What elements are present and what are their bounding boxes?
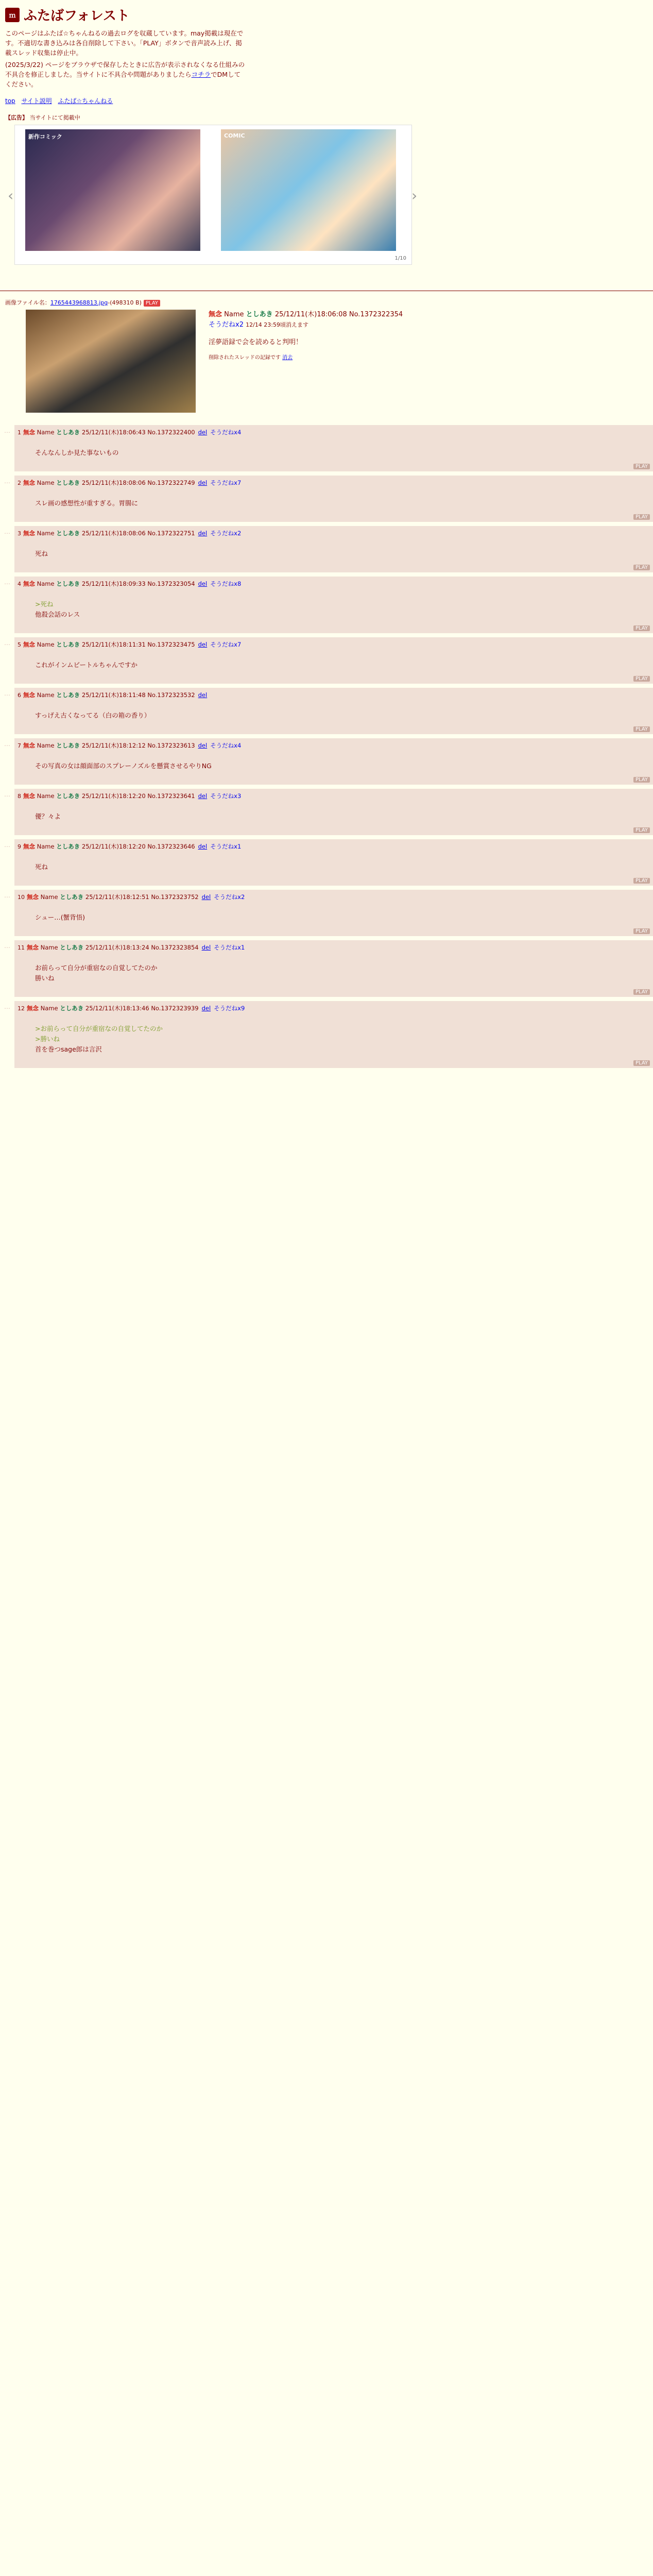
reply-body — [35, 862, 48, 872]
site-logo-icon[interactable]: ｍ — [5, 8, 20, 22]
reply-marker: … — [4, 579, 10, 586]
reply-name-label: Name — [37, 479, 55, 486]
reply-del-link[interactable]: del — [201, 1005, 211, 1012]
reply-play-button[interactable]: PLAY — [633, 989, 650, 995]
reply-number: 6 — [18, 692, 21, 699]
reply-name: としあき — [56, 479, 80, 486]
reply-datetime: 25/12/11(木)18:08:06 No.1372322751 — [81, 530, 195, 537]
file-size: -(498310 B) — [108, 299, 142, 306]
reply-body — [35, 963, 158, 984]
body-line: スレ画の感想性が重すぎる。胃腸に — [35, 499, 139, 507]
reply-post — [4, 637, 653, 684]
reply-post — [4, 688, 653, 734]
intro-text: でDMして — [211, 71, 241, 78]
op-note — [209, 353, 403, 363]
file-prefix: 画像ファイル名： — [5, 299, 50, 306]
reply-datetime: 25/12/11(木)18:11:31 No.1372323475 — [81, 641, 195, 648]
op-text — [209, 310, 403, 363]
reply-datetime: 25/12/11(木)18:13:24 No.1372323854 — [85, 944, 199, 951]
reply-name-label: Name — [40, 1005, 58, 1012]
reply-play-button[interactable]: PLAY — [633, 625, 650, 631]
reply-sodane[interactable]: そうだねx1 — [210, 843, 242, 850]
intro-line: このページはふたば☆ちゃんねるの過去ログを収蔵しています。may掲載は現在で — [5, 29, 244, 37]
reply-post — [4, 789, 653, 835]
site-header — [0, 0, 653, 24]
reply-del-link[interactable]: del — [198, 641, 208, 648]
reply-datetime: 25/12/11(木)18:12:12 No.1372323613 — [81, 742, 195, 749]
reply-marker: … — [4, 528, 10, 535]
body-line: 死ね — [35, 863, 48, 871]
reply-datetime: 25/12/11(木)18:08:06 No.1372322749 — [81, 479, 195, 486]
ad-carousel — [8, 125, 418, 265]
reply-body — [35, 761, 212, 771]
reply-sodane[interactable]: そうだねx3 — [210, 792, 242, 800]
reply-body — [35, 549, 48, 559]
reply-name: としあき — [56, 691, 80, 699]
reply-name: としあき — [60, 1005, 84, 1012]
op-datetime: 25/12/11(木)18:06:08 No.1372322354 — [274, 311, 403, 318]
reply-list — [0, 418, 653, 1072]
reply-number: 7 — [18, 742, 21, 749]
reply-body — [35, 811, 61, 822]
nav-about-link[interactable]: サイト説明 — [21, 97, 52, 105]
carousel-next-icon[interactable]: › — [411, 187, 418, 204]
reply-header — [18, 842, 241, 851]
reply-subject: 無念 — [23, 691, 35, 699]
quote-line: >勝いね — [35, 1035, 60, 1043]
reply-number: 10 — [18, 894, 25, 901]
reply-header — [18, 741, 241, 750]
body-line: 勝いね — [35, 974, 55, 982]
reply-header — [18, 943, 245, 952]
reply-name: としあき — [56, 580, 80, 587]
reply-post — [4, 940, 653, 997]
reply-number: 5 — [18, 641, 21, 648]
reply-name-label: Name — [37, 641, 55, 648]
reply-play-button[interactable]: PLAY — [633, 878, 650, 884]
quote-line: >死ね — [35, 600, 54, 608]
reply-marker: … — [4, 841, 10, 849]
op-body: 淫夢語録で会を読めると判明！ — [209, 338, 303, 346]
body-line: 死ね — [35, 550, 48, 557]
reply-sodane[interactable]: そうだねx8 — [210, 580, 242, 587]
reply-play-button[interactable]: PLAY — [633, 777, 650, 783]
reply-sodane[interactable]: そうだねx2 — [214, 893, 245, 901]
reply-name-label: Name — [40, 944, 58, 951]
body-line: これがインムビートルちゃんですか — [35, 661, 138, 669]
reply-name-label: Name — [40, 893, 58, 901]
reply-post — [4, 839, 653, 886]
op-meta — [209, 320, 403, 330]
body-line: 優？々よ — [35, 812, 61, 820]
reply-post — [4, 738, 653, 785]
slide-tag: COMIC — [224, 132, 245, 139]
reply-datetime: 25/12/11(木)18:12:20 No.1372323646 — [81, 843, 195, 850]
reply-name: としあき — [56, 641, 80, 648]
op-header — [209, 310, 403, 320]
reply-del-link[interactable]: del — [198, 742, 208, 749]
reply-marker: … — [4, 791, 10, 798]
reply-body — [35, 660, 138, 670]
reply-subject: 無念 — [23, 479, 35, 486]
reply-marker: … — [4, 740, 10, 748]
reply-name-label: Name — [37, 843, 55, 850]
reply-header — [18, 640, 241, 649]
reply-number: 12 — [18, 1005, 25, 1012]
op-sodane[interactable]: そうだねx2 — [209, 321, 244, 329]
reply-marker: … — [4, 639, 10, 647]
op-expire: 12/14 23:59頃消えます — [246, 321, 309, 328]
carousel-prev-icon[interactable]: ‹ — [8, 187, 14, 204]
intro-line: ください。 — [5, 80, 38, 88]
reply-number: 11 — [18, 944, 25, 951]
reply-sodane[interactable]: そうだねx7 — [210, 479, 242, 486]
site-intro — [5, 28, 427, 89]
play-button[interactable]: PLAY — [144, 300, 160, 307]
reply-header — [18, 691, 210, 699]
reply-marker: … — [4, 892, 10, 899]
ad-slide[interactable] — [221, 129, 396, 251]
reply-header — [18, 580, 241, 588]
reply-datetime: 25/12/11(木)18:12:51 No.1372323752 — [85, 893, 199, 901]
reply-name: としあき — [56, 530, 80, 537]
carousel-pager: 1/10 — [394, 256, 406, 261]
file-info — [5, 298, 648, 307]
reply-play-button[interactable]: PLAY — [633, 1060, 650, 1066]
body-line: その写真の女は顔面部のスプレーノズルを懸賞させるやりNG — [35, 762, 212, 770]
reply-body — [35, 448, 119, 458]
reply-header — [18, 1004, 245, 1012]
reply-number: 9 — [18, 843, 21, 850]
reply-del-link[interactable]: del — [198, 530, 208, 537]
reply-play-button[interactable]: PLAY — [633, 565, 650, 570]
reply-play-button[interactable]: PLAY — [633, 514, 650, 520]
body-line: 他殺会話のレス — [35, 611, 80, 618]
reply-name-label: Name — [37, 580, 55, 587]
reply-body — [35, 1024, 163, 1055]
reply-number: 1 — [18, 429, 21, 436]
body-line: シュー…(蟹背悟) — [35, 913, 85, 921]
reply-marker: … — [4, 1003, 10, 1010]
reply-marker: … — [4, 427, 10, 434]
top-nav — [5, 96, 648, 105]
ad-slide[interactable] — [25, 129, 200, 251]
reply-header — [18, 792, 241, 800]
reply-name: としあき — [56, 792, 80, 800]
reply-header — [18, 479, 241, 487]
body-line: お前らって自分が重宿なの自覚してたのか — [35, 964, 158, 972]
quote-line: >お前らって自分が重宿なの自覚してたのか — [35, 1025, 163, 1032]
reply-number: 4 — [18, 581, 21, 587]
reply-del-link[interactable]: del — [198, 429, 208, 436]
reply-post — [4, 526, 653, 572]
reply-subject: 無念 — [23, 641, 35, 648]
ad-label — [5, 113, 648, 122]
reply-play-button[interactable]: PLAY — [633, 676, 650, 682]
slide-tag: 新作コミック — [28, 133, 62, 140]
reply-del-link[interactable]: del — [198, 580, 208, 587]
intro-line: (2025/3/22) ページをブラウザで保存したときに広告が表示されなくなる仕組みの — [5, 61, 245, 69]
reply-post — [4, 425, 653, 471]
op-note-text: 削除されたスレッドの記録です — [209, 355, 281, 361]
reply-number: 8 — [18, 793, 21, 800]
reply-play-button[interactable]: PLAY — [633, 726, 650, 732]
reply-play-button[interactable]: PLAY — [633, 928, 650, 934]
reply-body — [35, 710, 150, 721]
reply-sodane[interactable]: そうだねx7 — [210, 641, 242, 648]
site-title[interactable]: ふたばフォレスト — [24, 8, 130, 24]
body-line: そんなんしか見た事ないもの — [35, 449, 119, 456]
reply-header — [18, 529, 241, 537]
reply-name: としあき — [56, 843, 80, 850]
nav-futaba-link[interactable]: ふたば☆ちゃんねる — [58, 97, 113, 105]
reply-post — [4, 890, 653, 936]
contact-link[interactable]: コチラ — [191, 71, 211, 78]
reply-datetime: 25/12/11(木)18:12:20 No.1372323641 — [81, 792, 195, 800]
reply-name-label: Name — [37, 429, 55, 436]
reply-header — [18, 428, 241, 436]
intro-text: 不具合を修正しました。当サイトに不具合や問題がありましたら — [5, 71, 192, 78]
reply-sodane[interactable]: そうだねx4 — [210, 742, 242, 749]
intro-line: 載スレッド収集は停止中。 — [5, 49, 82, 57]
reply-header — [18, 893, 245, 901]
reply-del-link[interactable]: del — [201, 944, 211, 951]
reply-datetime: 25/12/11(木)18:13:46 No.1372323939 — [85, 1005, 199, 1012]
reply-del-link[interactable]: del — [201, 893, 211, 901]
reply-name-label: Name — [37, 691, 55, 699]
reply-name: としあき — [60, 893, 84, 901]
op-note-link[interactable]: 消去 — [282, 355, 293, 361]
op-post — [5, 310, 648, 418]
reply-post — [4, 476, 653, 522]
reply-del-link[interactable]: del — [198, 843, 208, 850]
reply-subject: 無念 — [23, 843, 35, 850]
reply-sodane[interactable]: そうだねx1 — [214, 944, 245, 951]
reply-sodane[interactable]: そうだねx9 — [214, 1005, 245, 1012]
reply-subject: 無念 — [27, 893, 39, 901]
reply-marker: … — [4, 942, 10, 950]
body-line: すっげえ古くなってる（白の箱の香り） — [35, 711, 151, 719]
ad-label-title: 【広告】 — [5, 114, 28, 121]
reply-name-label: Name — [37, 742, 55, 749]
reply-body — [35, 498, 138, 509]
reply-sodane[interactable]: そうだねx2 — [210, 530, 242, 537]
reply-del-link[interactable]: del — [198, 691, 208, 699]
reply-name: としあき — [56, 742, 80, 749]
reply-name: としあき — [60, 944, 84, 951]
intro-line: す。不適切な書き込みは各自削除して下さい。「PLAY」ボタンで音声読み上げ、掲 — [5, 39, 242, 47]
reply-datetime: 25/12/11(木)18:09:33 No.1372323054 — [81, 580, 195, 587]
reply-subject: 無念 — [27, 944, 39, 951]
file-link[interactable]: 1765443968813.jpg — [50, 299, 108, 306]
reply-subject: 無念 — [27, 1005, 39, 1012]
reply-datetime: 25/12/11(木)18:11:48 No.1372323532 — [81, 691, 195, 699]
reply-subject: 無念 — [23, 580, 35, 587]
reply-subject: 無念 — [23, 742, 35, 749]
reply-del-link[interactable]: del — [198, 792, 208, 800]
reply-number: 3 — [18, 530, 21, 537]
reply-marker: … — [4, 690, 10, 697]
reply-number: 2 — [18, 480, 21, 486]
reply-name: としあき — [56, 429, 80, 436]
op-name-label: Name — [224, 311, 244, 318]
reply-marker: … — [4, 478, 10, 485]
body-line: 首を巻つsage郎は言沢 — [35, 1045, 102, 1053]
nav-top-link[interactable]: top — [5, 97, 15, 105]
reply-sodane[interactable]: そうだねx4 — [210, 429, 242, 436]
reply-play-button[interactable]: PLAY — [633, 464, 650, 469]
reply-subject: 無念 — [23, 792, 35, 800]
op-name: としあき — [246, 311, 273, 318]
reply-body — [35, 912, 85, 923]
intro-line — [5, 70, 427, 79]
reply-post — [4, 577, 653, 633]
reply-subject: 無念 — [23, 530, 35, 537]
reply-body — [35, 599, 80, 620]
reply-name-label: Name — [37, 792, 55, 800]
reply-post — [4, 1001, 653, 1068]
op-image[interactable] — [26, 310, 196, 413]
reply-datetime: 25/12/11(木)18:06:43 No.1372322400 — [81, 429, 195, 436]
reply-del-link[interactable]: del — [198, 479, 208, 486]
reply-name-label: Name — [37, 530, 55, 537]
reply-subject: 無念 — [23, 429, 35, 436]
op-subject: 無念 — [209, 311, 222, 318]
ad-label-sub: 当サイトにて掲載中 — [29, 114, 80, 121]
reply-play-button[interactable]: PLAY — [633, 827, 650, 833]
